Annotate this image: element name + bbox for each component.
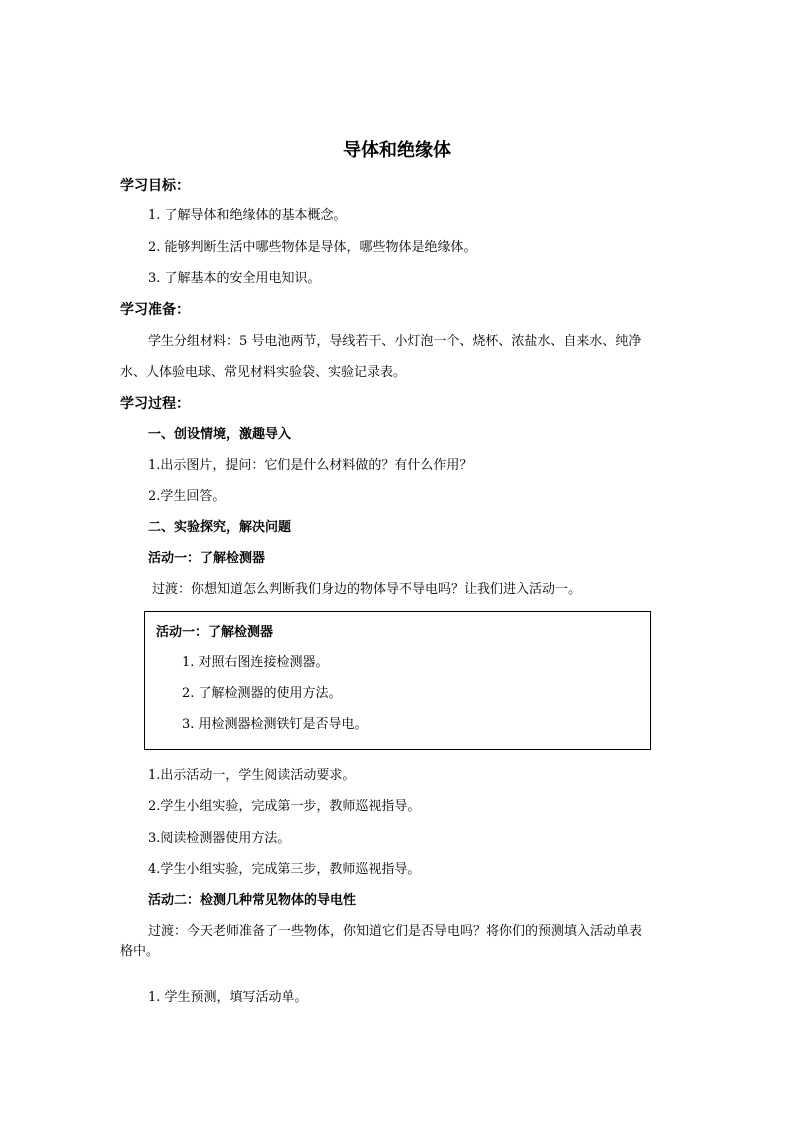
part1-title: 一、创设情境，激趣导入 [148,427,292,442]
goal-item: 3. 了解基本的安全用电知识。 [148,271,321,286]
activity2-transition-line: 格中。 [120,944,160,959]
goal-item: 1. 了解导体和绝缘体的基本概念。 [148,208,347,223]
activity1-step: 3.阅读检测器使用方法。 [148,831,291,846]
prep-text-line: 学生分组材料：5 号电池两节，导线若干、小灯泡一个、烧杯、浓盐水、自来水、纯净 [148,334,642,349]
activity2-title: 活动二：检测几种常见物体的导电性 [148,893,357,908]
prep-heading: 学习准备： [120,302,190,318]
activity1-transition: 过渡：你想知道怎么判断我们身边的物体导不导电吗？让我们进入活动一。 [152,582,582,597]
activity2-transition-line: 过渡：今天老师准备了一些物体，你知道它们是否导电吗？将你们的预测填入活动单表 [148,924,643,939]
part1-item: 1.出示图片，提问：它们是什么材料做的？有什么作用？ [148,458,473,473]
activity1-step: 1.出示活动一，学生阅读活动要求。 [148,768,356,783]
part1-item: 2.学生回答。 [148,489,226,504]
activity1-step: 2.学生小组实验，完成第一步，教师巡视指导。 [148,799,421,814]
box-item: 1. 对照右图连接检测器。 [182,655,329,670]
part2-title: 二、实验探究，解决问题 [148,520,292,535]
box-title: 活动一：了解检测器 [156,625,274,640]
activity1-title: 活动一：了解检测器 [148,551,266,566]
prep-text-line: 水、人体验电球、常见材料实验袋、实验记录表。 [120,365,407,380]
box-item: 2. 了解检测器的使用方法。 [182,686,342,701]
document-title: 导体和绝缘体 [343,140,451,161]
box-item: 3. 用检测器检测铁钉是否导电。 [182,717,368,732]
goal-item: 2. 能够判断生活中哪些物体是导体，哪些物体是绝缘体。 [148,240,477,255]
activity2-step: 1. 学生预测，填写活动单。 [148,990,308,1005]
activity1-step: 4.学生小组实验，完成第三步，教师巡视指导。 [148,862,421,877]
goals-heading: 学习目标： [120,178,190,194]
process-heading: 学习过程： [120,396,190,412]
activity1-box [144,611,651,750]
